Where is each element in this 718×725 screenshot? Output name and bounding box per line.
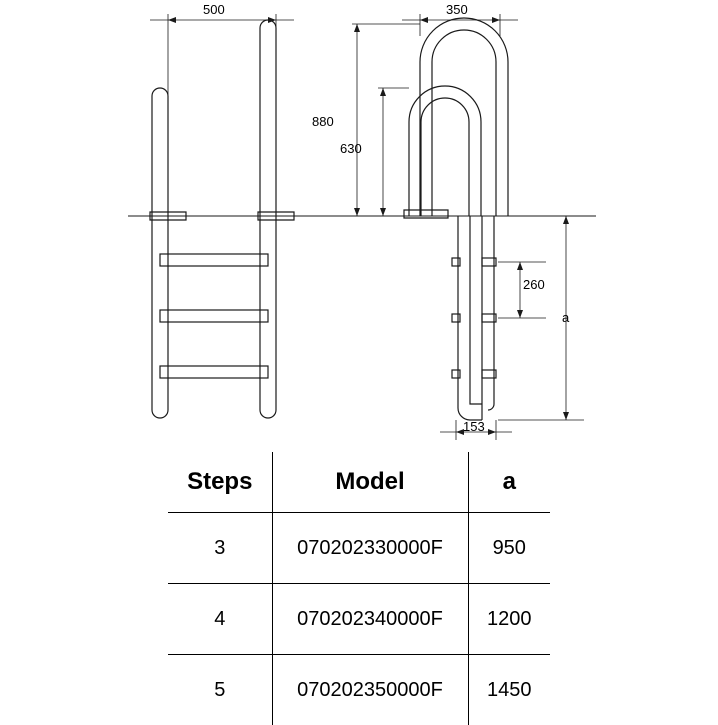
column-header-model: Model — [272, 452, 468, 513]
dimension-label-153: 153 — [463, 419, 485, 434]
cell-a: 950 — [468, 513, 550, 584]
cell-steps: 5 — [168, 655, 272, 725]
cell-model: 070202350000F — [272, 655, 468, 725]
cell-model: 070202330000F — [272, 513, 468, 584]
cell-steps: 3 — [168, 513, 272, 584]
dimension-label-500: 500 — [203, 2, 225, 17]
model-spec-table — [168, 452, 550, 725]
table-row — [168, 584, 550, 655]
cell-model: 070202340000F — [272, 584, 468, 655]
dimension-label-a: a — [562, 310, 569, 325]
dimension-label-260: 260 — [523, 277, 545, 292]
table-row — [168, 655, 550, 725]
dimension-label-350: 350 — [446, 2, 468, 17]
cell-steps: 4 — [168, 584, 272, 655]
dimension-label-630: 630 — [340, 141, 362, 156]
column-header-steps: Steps — [168, 452, 272, 513]
dimension-label-880: 880 — [312, 114, 334, 129]
cell-a: 1450 — [468, 655, 550, 725]
cell-a: 1200 — [468, 584, 550, 655]
table-header-row — [168, 452, 550, 513]
column-header-a: a — [468, 452, 550, 513]
table-row — [168, 513, 550, 584]
